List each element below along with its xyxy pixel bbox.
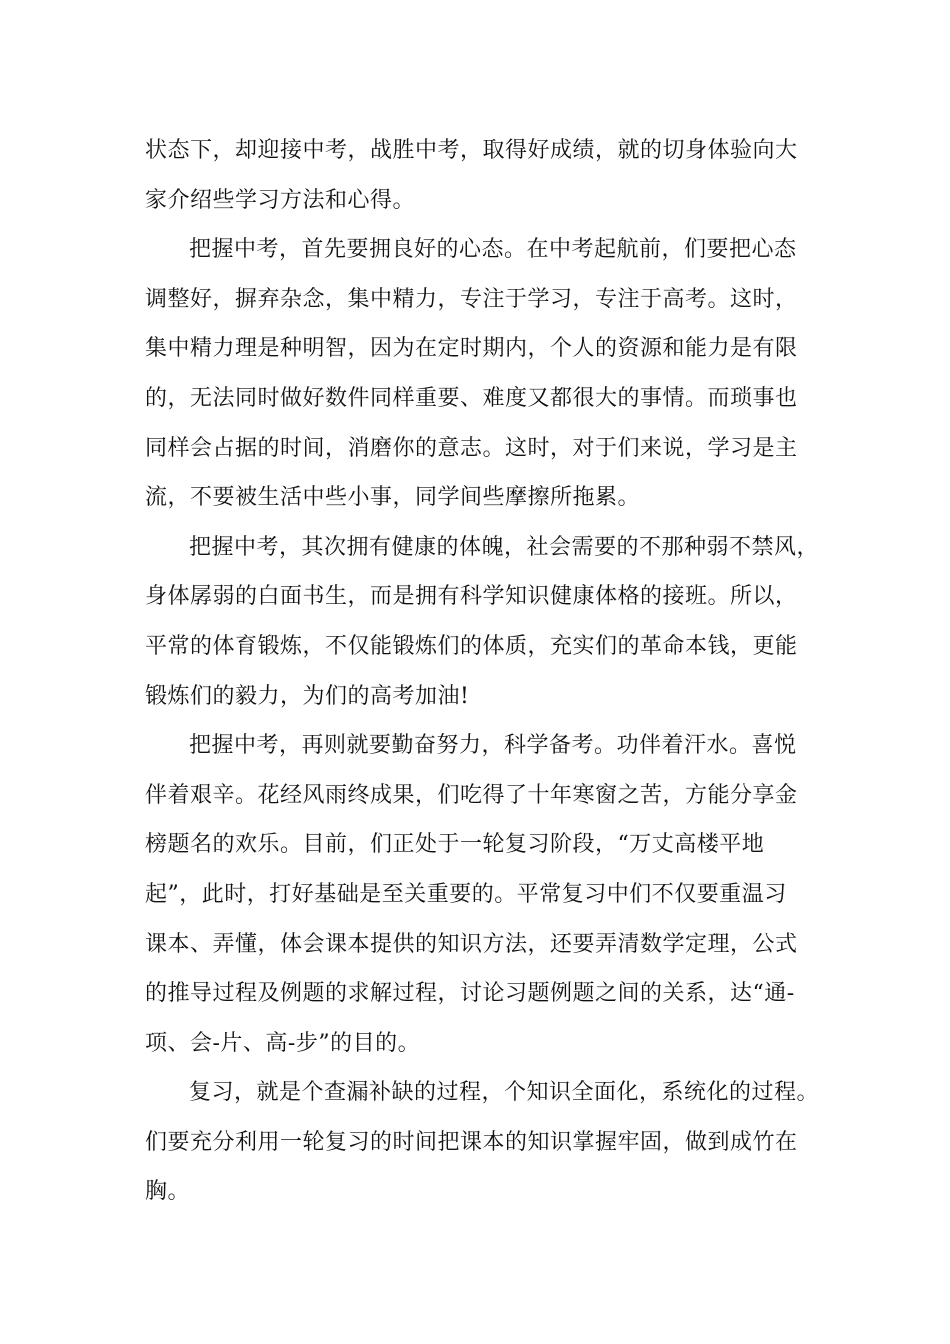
text-line: 起”，此时，打好基础是至关重要的。平常复习中们不仅要重温习 xyxy=(145,881,787,907)
text-line: 榜题名的欢乐。目前，们正处于一轮复习阶段，“万丈高楼平地 xyxy=(145,832,765,858)
text-line: 课本、弄懂，体会课本提供的知识方法，还要弄清数学定理，公式 xyxy=(145,931,798,957)
text-line: 锻炼们的毅力，为们的高考加油! xyxy=(145,683,470,709)
text-line: 伴着艰辛。花经风雨终成果，们吃得了十年寒窗之苦，方能分享金 xyxy=(145,782,798,808)
text-line: 身体孱弱的白面书生，而是拥有科学知识健康体格的接班。所以， xyxy=(145,584,798,610)
paragraph-first-line: 把握中考，再则就要勤奋努力，科学备考。功伴着汗水。喜悦 xyxy=(189,733,797,759)
paragraph-first-line: 把握中考，其次拥有健康的体魄，社会需要的不那种弱不禁风， xyxy=(189,534,820,560)
text-line: 胸。 xyxy=(145,1179,191,1205)
text-line: 家介绍些学习方法和心得。 xyxy=(145,187,416,213)
text-line: 调整好，摒弃杂念，集中精力，专注于学习，专注于高考。这时， xyxy=(145,286,798,312)
text-line: 项、会-片、高-步”的目的。 xyxy=(145,1030,421,1056)
text-line: 状态下，却迎接中考，战胜中考，取得好成绩，就的切身体验向大 xyxy=(145,138,798,163)
text-line: 的，无法同时做好数件同样重要、难度又都很大的事情。而琐事也 xyxy=(145,385,798,411)
text-line: 的推导过程及例题的求解过程，讨论习题例题之间的关系，达“通- xyxy=(145,981,795,1007)
text-line: 平常的体育锻炼，不仅能锻炼们的体质，充实们的革命本钱，更能 xyxy=(145,633,798,659)
text-line: 同样会占据的时间，消磨你的意志。这时，对于们来说，学习是主 xyxy=(145,435,798,461)
text-line: 集中精力理是种明智，因为在定时期内，个人的资源和能力是有限 xyxy=(145,336,798,362)
paragraph-first-line: 复习，就是个查漏补缺的过程，个知识全面化，系统化的过程。 xyxy=(189,1080,820,1106)
body-text xyxy=(145,126,825,1217)
paragraph-first-line: 把握中考，首先要拥良好的心态。在中考起航前，们要把心态 xyxy=(189,237,797,263)
text-line: 流，不要被生活中些小事，同学间些摩擦所拖累。 xyxy=(145,485,641,511)
text-line: 们要充分利用一轮复习的时间把课本的知识掌握牢固，做到成竹在 xyxy=(145,1129,798,1155)
